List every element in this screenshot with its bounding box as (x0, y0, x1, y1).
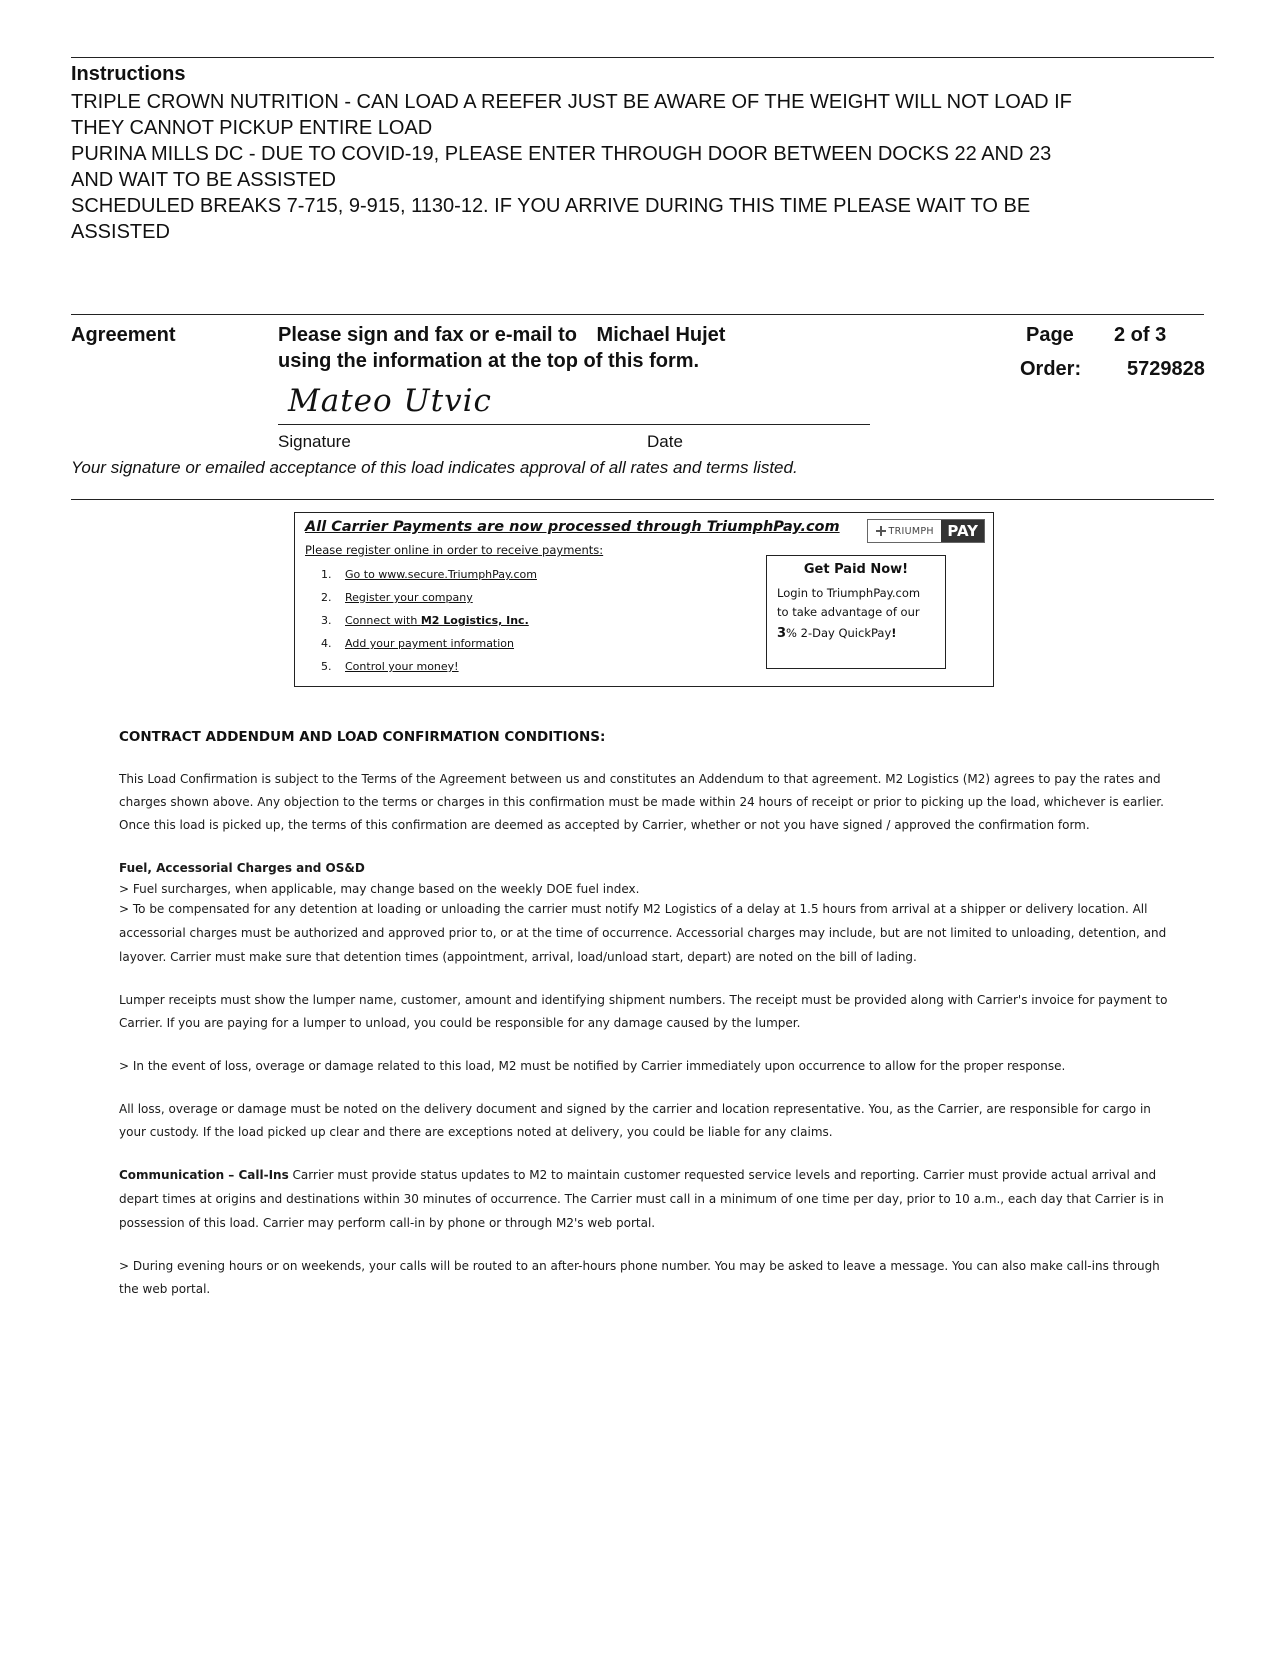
instructions-title: Instructions (71, 63, 186, 85)
contract-line: > During evening hours or on weekends, your calls will be routed to an after-hours phone number. You may be asked to leave a message. You can also make call-ins through (119, 1259, 1160, 1273)
communication-heading: Communication – Call-Ins (119, 1168, 289, 1182)
contract-line: depart times at origins and destinations within 30 minutes of occurrence. The Carrier must call in a minimum of one time per day, prior to 10 a.m., each day that Carrier is in (119, 1192, 1164, 1206)
contract-line: Lumper receipts must show the lumper name, customer, amount and identifying shipment numbers. The receipt must be provided along with Carrier's invoice for payment to (119, 993, 1168, 1007)
step-number: 3. (321, 614, 332, 627)
contract-line: possession of this load. Carrier may perform call-in by phone or through M2's web portal. (119, 1216, 656, 1230)
acceptance-note: Your signature or emailed acceptance of this load indicates approval of all rates and terms listed. (71, 458, 798, 477)
quickpay-line (777, 626, 897, 641)
plus-icon (876, 526, 886, 536)
communication-text: Carrier must provide status updates to M2 to maintain customer requested service levels and reporting. Carrier must provide actual arrival and (288, 1168, 1157, 1182)
order-number: 5729828 (1127, 358, 1205, 380)
contact-name: Michael Hujet (596, 324, 726, 346)
step-text (345, 614, 529, 627)
contract-line: All loss, overage or damage must be noted on the delivery document and signed by the carrier and location representative. You, as the Carrier, are responsible for cargo in (119, 1102, 1151, 1116)
quickpay-line: to take advantage of our (777, 605, 920, 619)
contract-line: layover. Carrier must make sure that detention times (appointment, arrival, load/unload start, depart) are noted on the bill of lading. (119, 950, 917, 964)
contract-line: charges shown above. Any objection to the terms or charges in this confirmation must be made within 24 hours of receipt or prior to picking up the load, whichever is earlier. (119, 795, 1164, 809)
step-text: Go to www.secure.TriumphPay.com (345, 568, 537, 581)
contract-line: accessorial charges must be authorized and approved prior to, or at the time of occurrence. Accessorial charges may include, but are not limited to unloading, detention, and (119, 926, 1167, 940)
communication-line (119, 1168, 1156, 1182)
step-text: Register your company (345, 591, 473, 604)
quickpay-percent: 3 (777, 626, 787, 641)
register-step (321, 591, 473, 604)
page-value: 2 of 3 (1114, 324, 1167, 346)
quickpay-exclaim: ! (891, 626, 897, 640)
contract-line: > Fuel surcharges, when applicable, may change based on the weekly DOE fuel index. (119, 882, 640, 896)
contract-line: the web portal. (119, 1282, 211, 1296)
order-label: Order: (1020, 358, 1082, 380)
signature-line (278, 424, 870, 425)
step-number: 1. (321, 568, 332, 581)
register-step (321, 614, 529, 627)
triumphpay-title: All Carrier Payments are now processed through TriumphPay.com (305, 519, 840, 535)
date-label: Date (647, 432, 683, 451)
instruction-line: PURINA MILLS DC - DUE TO COVID-19, PLEASE ENTER THROUGH DOOR BETWEEN DOCKS 22 AND 23 (71, 143, 1052, 165)
agreement-label: Agreement (71, 324, 176, 346)
contract-line: Once this load is picked up, the terms of this confirmation are deemed as accepted by Carrier, whether or not you have signed / approved the confirmation form. (119, 818, 1090, 832)
step-text: Control your money! (345, 660, 459, 673)
signature-label: Signature (278, 432, 351, 451)
instruction-line: AND WAIT TO BE ASSISTED (71, 169, 336, 191)
instruction-line: ASSISTED (71, 221, 170, 243)
agreement-divider (71, 314, 1204, 315)
step-text-prefix: Connect with (345, 614, 421, 627)
quickpay-text: % 2-Day QuickPay (786, 626, 892, 640)
step-number: 4. (321, 637, 332, 650)
sign-instructions-line2: using the information at the top of this form. (278, 350, 700, 372)
sign-instructions-prefix: Please sign and fax or e-mail to (278, 324, 577, 346)
instruction-line: SCHEDULED BREAKS 7-715, 9-915, 1130-12. IF YOU ARRIVE DURING THIS TIME PLEASE WAIT TO BE (71, 195, 1031, 217)
instruction-line: THEY CANNOT PICKUP ENTIRE LOAD (71, 117, 433, 139)
step-text: Add your payment information (345, 637, 515, 650)
pay-logo-text: PAY (941, 520, 984, 542)
contract-line: This Load Confirmation is subject to the Terms of the Agreement between us and constitutes an Addendum to that agreement. M2 Logistics (M2) agrees to pay the rates and (119, 772, 1161, 786)
sign-instructions (278, 324, 725, 347)
top-divider (71, 57, 1214, 58)
payments-divider (71, 499, 1214, 500)
contract-line: your custody. If the load picked up clear and there are exceptions noted at delivery, you could be liable for any claims. (119, 1125, 833, 1139)
register-step (321, 660, 459, 673)
fuel-heading: Fuel, Accessorial Charges and OS&D (119, 861, 365, 875)
triumphpay-subtitle: Please register online in order to receive payments: (305, 543, 604, 557)
contract-line: > To be compensated for any detention at loading or unloading the carrier must notify M2 Logistics of a delay at 1.5 hours from arrival at a shipper or delivery location. All (119, 902, 1148, 916)
signature: Mateo Utvic (288, 383, 492, 419)
triumph-logo-text (868, 520, 941, 542)
triumph-logo-word: TRIUMPH (888, 525, 934, 537)
step-text-company: M2 Logistics, Inc. (420, 614, 529, 627)
register-step (321, 568, 537, 581)
contract-line: > In the event of loss, overage or damage related to this load, M2 must be notified by Carrier immediately upon occurrence to allow for the proper response. (119, 1059, 1066, 1073)
quickpay-title: Get Paid Now! (803, 562, 909, 577)
triumphpay-logo (867, 519, 985, 543)
register-step (321, 637, 514, 650)
contract-heading: CONTRACT ADDENDUM AND LOAD CONFIRMATION CONDITIONS: (119, 729, 606, 745)
triumphpay-box (294, 512, 994, 687)
quickpay-line: Login to TriumphPay.com (777, 586, 921, 600)
page-label: Page (1026, 324, 1074, 346)
instruction-line: TRIPLE CROWN NUTRITION - CAN LOAD A REEFER JUST BE AWARE OF THE WEIGHT WILL NOT LOAD IF (71, 91, 1072, 113)
quickpay-box (766, 555, 946, 669)
step-number: 5. (321, 660, 332, 673)
contract-line: Carrier. If you are paying for a lumper to unload, you could be responsible for any damage caused by the lumper. (119, 1016, 801, 1030)
step-number: 2. (321, 591, 332, 604)
